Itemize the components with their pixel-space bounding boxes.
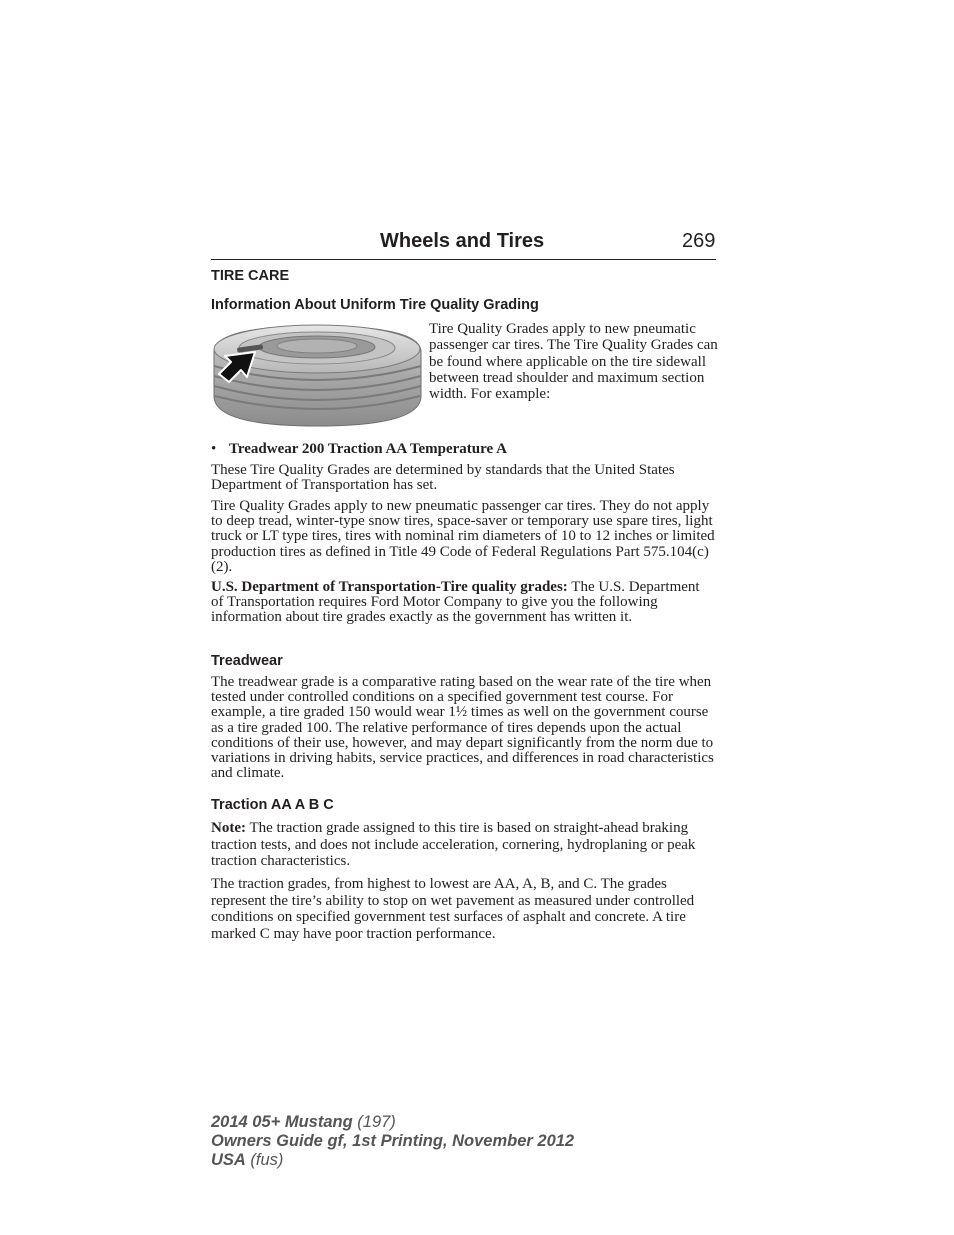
treadwear-heading: Treadwear (211, 653, 283, 669)
traction-note (211, 820, 715, 870)
chapter-title: Wheels and Tires (380, 230, 545, 252)
subsection-title: Information About Uniform Tire Quality Grading (211, 297, 539, 313)
bullet-glyph: • (211, 441, 217, 457)
note-label: Note: (211, 820, 246, 836)
footer-model-line (211, 1113, 574, 1132)
page-number: 269 (682, 230, 716, 252)
header-divider (211, 259, 716, 260)
note-text: The traction grade assigned to this tire is based on straight-ahead braking traction tests, and does not include acceleration, cornering, hydroplaning or peak traction characteristics. (211, 820, 696, 869)
footer-guide-line (211, 1132, 574, 1151)
footer (211, 1113, 574, 1170)
footer-model-code: (197) (352, 1113, 396, 1131)
tire-sidewall-arrow-icon (211, 322, 424, 429)
traction-heading: Traction AA A B C (211, 797, 334, 813)
grade-example-bullet (211, 441, 507, 458)
footer-market: USA (211, 1151, 246, 1169)
dot-text: The U.S. Department of Transportation requires Ford Motor Company to give you the following information about tire grades exactly as the government has written it. (211, 579, 700, 626)
traction-paragraph: The traction grades, from highest to lowest are AA, A, B, and C. The grades represent the tire’s ability to stop on wet pavement as measured under controlled conditions on specified government test surfaces of asphalt and concrete. A tire marked C may have poor traction performance. (211, 876, 695, 942)
dot-lead: U.S. Department of Transportation-Tire quality grades: (211, 579, 568, 595)
treadwear-paragraph: The treadwear grade is a comparative rating based on the wear rate of the tire when tested under controlled conditions on a specified government test course. For example, a tire graded 150 would wear 1½ times as well on the government course as a tire graded 100. The relative performance of tires depends upon the actual conditions of their use, however, and may depart significantly from the norm due to variations in driving habits, service practices, and differences in road characteristics and climate. (211, 674, 714, 782)
section-title: TIRE CARE (211, 268, 290, 284)
paragraph-applicability: Tire Quality Grades apply to new pneumatic passenger car tires. They do not apply to deep tread, winter-type snow tires, space-saver or temporary use spare tires, light truck or LT type tires, tires with nominal rim diameters of 10 to 12 inches or limited production tires as defined in Title 49 Code of Federal Regulations Part 575.104(c)(2). (211, 498, 715, 575)
footer-guide: Owners Guide gf, 1st Printing, November 2012 (211, 1132, 575, 1150)
paragraph-standards: These Tire Quality Grades are determined by standards that the United States Department of Transportation has set. (211, 462, 675, 494)
footer-model: 2014 05+ Mustang (211, 1113, 353, 1131)
paragraph-dot (211, 580, 715, 626)
intro-paragraph: Tire Quality Grades apply to new pneumatic passenger car tires. The Tire Quality Grades can be found where applicable on the tire sidewall between tread shoulder and maximum section width. For example: (429, 321, 718, 403)
footer-market-line (211, 1151, 574, 1170)
bullet-text: Treadwear 200 Traction AA Temperature A (229, 441, 507, 457)
footer-market-code: (fus) (245, 1151, 284, 1169)
